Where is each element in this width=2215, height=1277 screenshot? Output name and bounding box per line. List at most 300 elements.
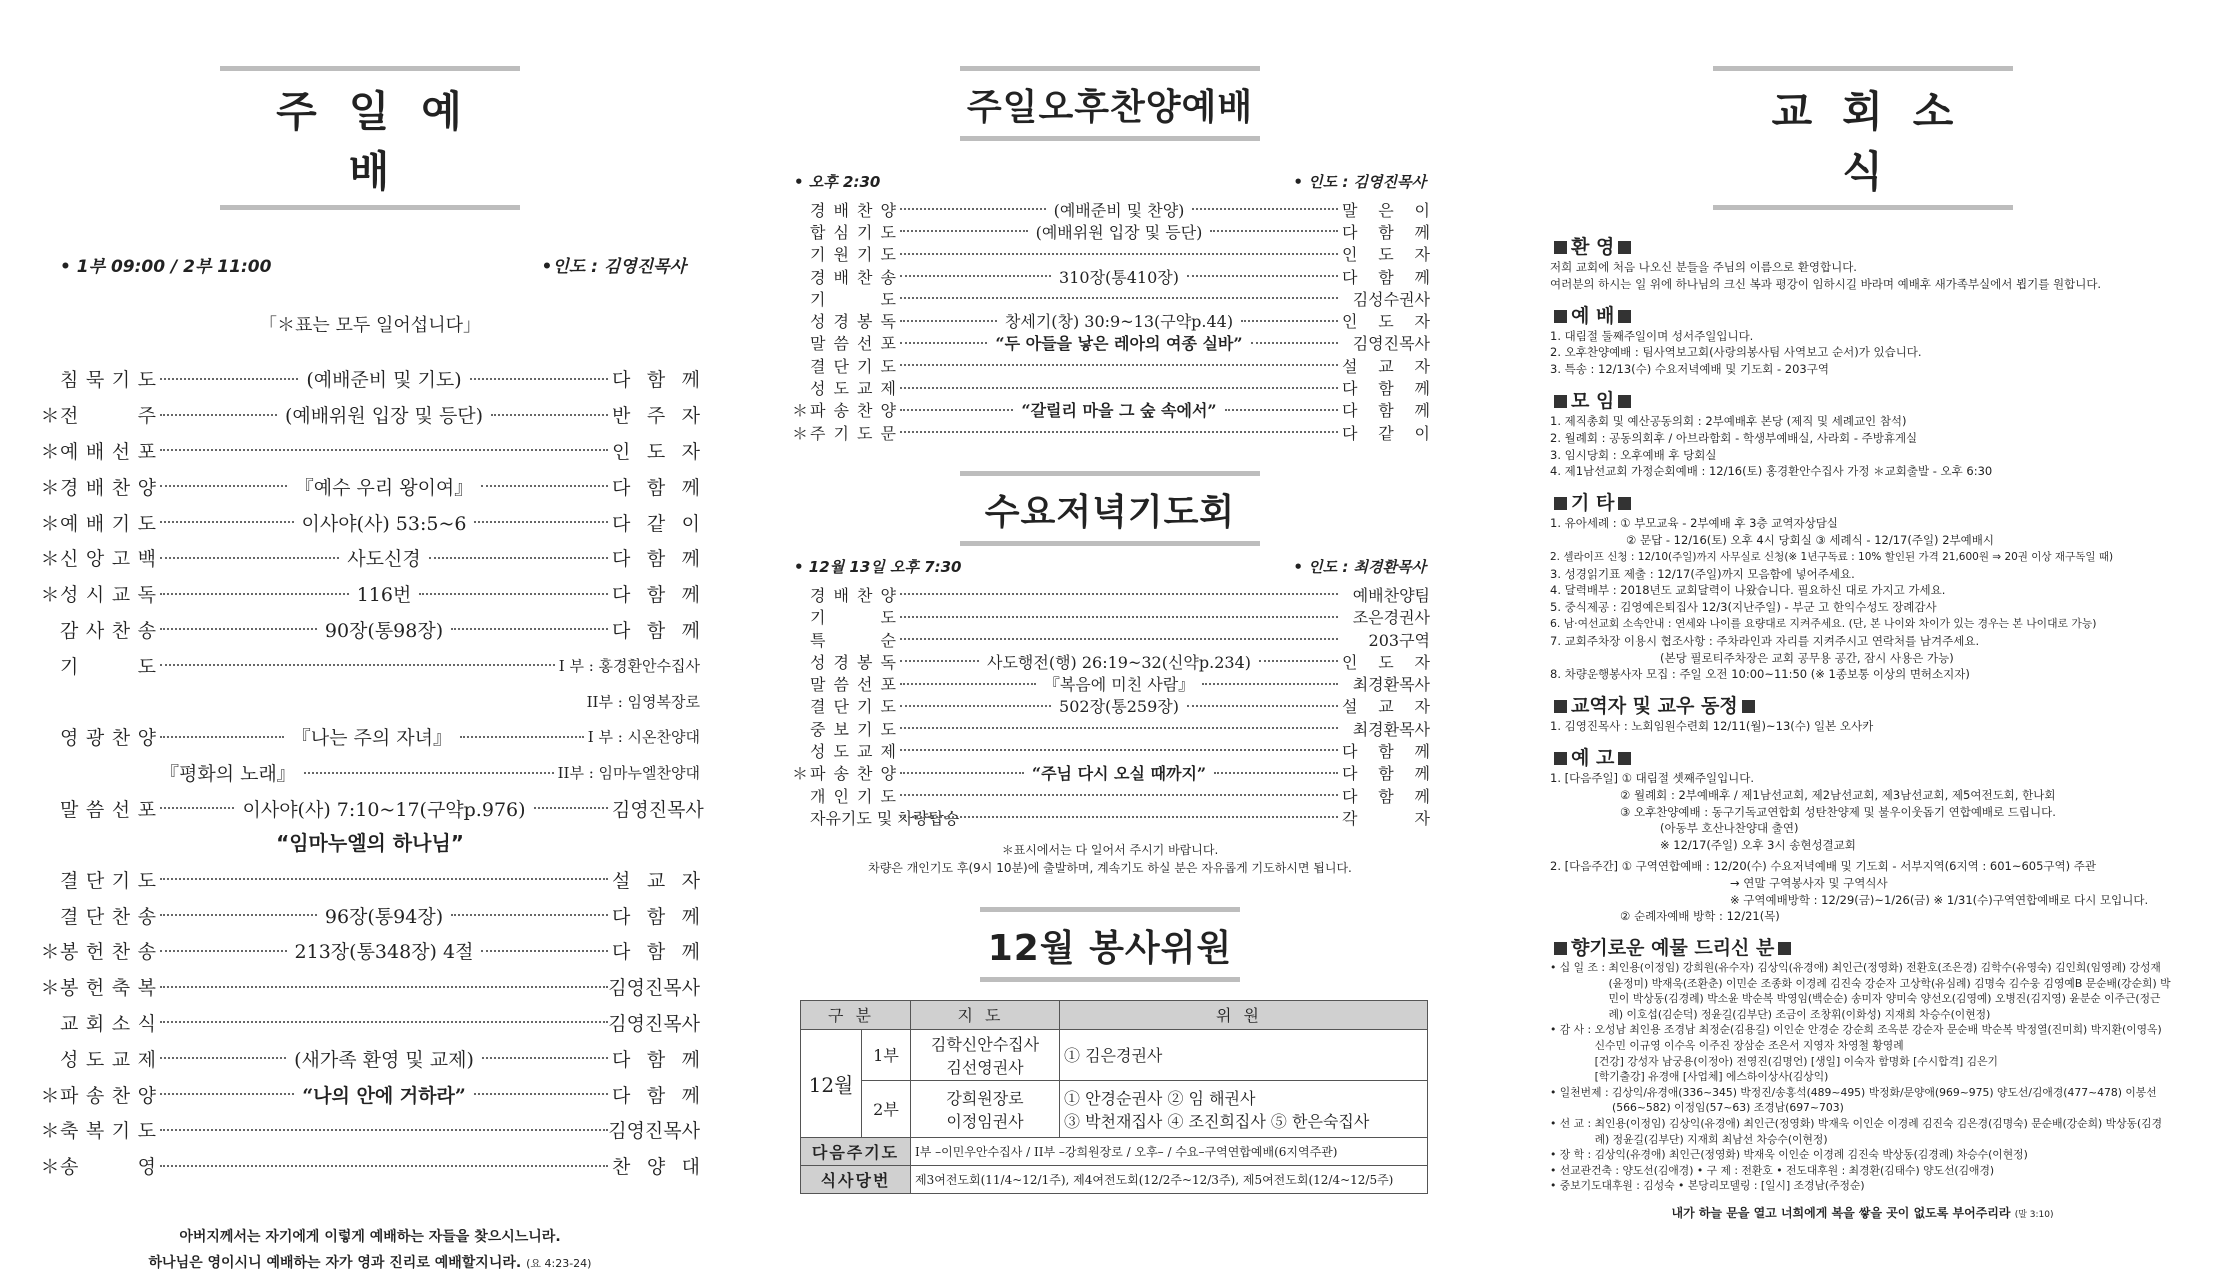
standing-mark: ＊ xyxy=(40,1084,60,1107)
square-bullet-icon xyxy=(1618,752,1631,765)
order-row xyxy=(40,504,700,540)
section-welcome: 환 영 xyxy=(1550,232,2175,259)
order-name: 전 주 xyxy=(60,405,156,428)
order-name: 성 시 교 독 xyxy=(60,584,156,607)
order-name: 결 단 찬 송 xyxy=(60,905,156,928)
dotted-leader xyxy=(160,485,287,487)
order-row xyxy=(790,628,1430,650)
dotted-leader xyxy=(1259,660,1338,662)
order-name: 기 도 xyxy=(810,289,896,309)
order-content: “갈릴리 마을 그 숲 속에서” xyxy=(1021,401,1217,421)
wednesday-notes xyxy=(790,841,1430,877)
title-bar-bottom xyxy=(220,205,520,210)
offerings-body: • 십 일 조 : 최인용(이정임) 강희원(유수자) 김상익(유경애) 최인근(정영화) 전환호(조은경) 김학수(유영숙) 김인희(임영례) 강성재(윤정미) 박재욱(조환춘) 이민순 조종화 이경례 김진숙 강순자 고상학(유심례) 김명숙 김수웅 김영예B 문순배(강순희) 박민이 박상동(김경례) 박소윤 박순복 박영임(백순순) 송미자 양미숙 양선오(김영예) 오병진(김지영) 윤분순 이주근(정근례) 이호섭(김순덕) 정윤길(김부단) 조금이 조창휘(이화성) 지재희 차승수(이현정) • 감 사 : 오성남 최인용 조경남 최정순(김용길) 이인순 안경순 강순희 조옥분 강순자 문순배 박순복 박정열(진미희) 박지환(이영옥) 신수민 이규영 이수옥 이주진 장삼순 조은서 지영자 차영철 황영례 [건강] 강성자 남궁용(이정아) 전영진(김명언) [생일] 이숙자 함명화 [수시합격] 김은기 [학기출강] 유경애 [사업체] 에스하이상사(김상익) • 일천번제 : 김상익/유경애(336~345) 박정진/송홍석(489~495) 박정화/문양애(969~975) 양도선/김애경(477~478) 이봉선(566~582) 이정임(57~63) 조경남(697~703) • 선 교 : 최인용(이정임) 김상익(유경애) 최인근(정영화) 박재욱 이인순 이경례 김진숙 김은경(김명숙) 문순배(강순희) 박상동(김경례) 정윤길(김부단) 지재희 최남선 차승수(이현정) • 장 학 : 김상익(유경애) 최인근(정영화) 박재욱 이인순 이경례 김진숙 박상동(김경례) 차승수(이현정) • 선교관건축 : 양도선(김애경) • 구 제 : 전환호 • 전도대후원 : 최경환(김태수) 양도선(김애경) • 중보기도대후원 : 김성숙 • 본당리모델링 : [일시] 조경남(주정순) xyxy=(1550,961,2171,1193)
order-content: 사도신경 xyxy=(347,548,421,571)
next-prayer-label: 다음주기도 xyxy=(801,1137,911,1165)
glory-choir-1: I 부 : 시온찬양대 xyxy=(587,728,700,747)
square-bullet-icon xyxy=(1554,241,1567,254)
church-news-title-box xyxy=(1713,66,2013,210)
table-header-row xyxy=(801,1000,1428,1029)
dotted-leader xyxy=(160,950,287,952)
order-name: 결 단 기 도 xyxy=(810,356,896,376)
dotted-leader xyxy=(900,749,1338,751)
order-row xyxy=(790,198,1430,220)
order-person: 인 도 자 xyxy=(612,440,700,463)
wednesday-order xyxy=(790,583,1430,828)
order-row xyxy=(40,433,700,469)
order-person: 203구역 xyxy=(1368,630,1430,650)
order-name: 축 복 기 도 xyxy=(60,1120,156,1143)
order-content: (새가족 환영 및 교제) xyxy=(294,1048,474,1071)
order-content: 116번 xyxy=(356,584,412,607)
order-row xyxy=(790,717,1430,739)
order-person: 다 함 께 xyxy=(1342,401,1430,421)
order-of-worship-2 xyxy=(40,861,700,1183)
table-row xyxy=(801,1165,1428,1193)
dotted-leader xyxy=(900,727,1338,729)
afternoon-time: • 오후 2:30 xyxy=(794,173,881,191)
order-name: 개 인 기 도 xyxy=(810,786,896,806)
order-content: 502장(통259장) xyxy=(1059,697,1179,717)
dotted-leader xyxy=(160,1057,286,1059)
order-name: 경 배 찬 양 xyxy=(810,200,896,220)
order-person: 반 주 자 xyxy=(612,405,700,428)
order-name: 경 배 찬 양 xyxy=(60,476,156,499)
order-person: 다 함 께 xyxy=(612,905,700,928)
order-row xyxy=(790,287,1430,309)
dotted-leader xyxy=(160,521,294,523)
order-person: 인 도 자 xyxy=(1342,652,1430,672)
order-person: 다 함 께 xyxy=(1342,742,1430,761)
order-person: 다 함 께 xyxy=(612,941,700,964)
dotted-leader xyxy=(900,320,997,322)
prayer-part2: II부 : 임영복장로 xyxy=(586,692,700,711)
order-name: 파 송 찬 양 xyxy=(810,764,896,784)
verse-line-1: 아버지께서는 자기에게 이렇게 예배하는 자들을 찾으시느니라. xyxy=(179,1228,561,1245)
order-name: 송 영 xyxy=(60,1156,156,1179)
order-content: “주님 다시 오실 때까지” xyxy=(1031,764,1207,784)
dotted-leader xyxy=(160,628,317,630)
order-person: 다 함 께 xyxy=(612,1084,700,1107)
standing-mark: ＊ xyxy=(40,1156,60,1179)
section-meeting: 모 임 xyxy=(1550,386,2175,413)
dotted-leader xyxy=(900,593,1338,595)
etc-body: 1. 유아세례 : ① 부모교육 - 2부예배 후 3층 교역자상담실 ② 문답 - 12/16(토) 오후 4시 당회실 ③ 세례식 - 12/17(주일) 2부예배시 2. 셀라이프 신청 : 12/10(주일)까지 사무실로 신청(※ 1년구독료 : 10% 할인된 가격 21,600원 ⇒ 20권 이상 재구독일 때) 3. 성경읽기표 제출 : 12/17(주일)까지 모음함에 넣어주세요. 4. 달력배부 : 2018년도 교회달력이 나왔습니다. 필요하신 대로 가지고 가세요. 5. 중식제공 : 김영예은퇴집사 12/3(지난주일) - 부군 고 한익수성도 장례감사 6. 남·여선교회 소속안내 : 연세와 나이를 요량대로 지켜주세요. (단, 본 나이와 차이가 있는 경우는 본 나이대로 가능) 7. 교회주차장 이용시 협조사항 : 주차라인과 자리를 지켜주시고 연락처를 남겨주세요. (본당 필로티주차장은 교회 공무용 공간, 잠시 사용은 가능) 8. 차량운행봉사자 모집 : 주일 오전 10:00~11:50 (※ 1종보통 이상의 면허소지자) xyxy=(1550,516,2114,682)
order-row xyxy=(790,376,1430,398)
volunteers-title-box xyxy=(980,907,1240,982)
order-name: 성 경 봉 독 xyxy=(810,652,896,672)
section-preview: 예 고 xyxy=(1550,743,2175,770)
bottom-verse xyxy=(40,1224,700,1277)
dotted-leader xyxy=(900,431,1338,433)
dotted-leader xyxy=(160,1021,608,1023)
order-row xyxy=(790,650,1430,672)
order-name: 예 배 기 도 xyxy=(60,512,156,535)
dotted-leader xyxy=(900,660,979,662)
square-bullet-icon xyxy=(1554,395,1567,408)
order-row xyxy=(790,399,1430,421)
order-row xyxy=(790,265,1430,287)
order-row xyxy=(40,969,700,1005)
meal-duty-text: 제3여전도회(11/4~12/1주), 제4여전도회(12/2주~12/3주), 제5여전도회(12/4~12/5주) xyxy=(911,1165,1428,1193)
dotted-leader xyxy=(451,914,608,916)
order-content: (예배준비 및 기도) xyxy=(306,369,462,392)
order-row xyxy=(790,583,1430,605)
table-row xyxy=(801,1080,1428,1137)
dotted-leader xyxy=(160,414,277,416)
header-guide: 지도 xyxy=(911,1000,1060,1029)
sunday-worship-column xyxy=(40,0,704,1271)
order-person: 김성수권사 xyxy=(1352,289,1430,309)
note-standing: ＊표시에서는 다 일어서 주시기 바랍니다. xyxy=(1001,842,1219,857)
table-row xyxy=(801,1029,1428,1080)
church-news-column xyxy=(1550,0,2175,1240)
standing-mark: ＊ xyxy=(791,764,808,784)
member-cell: ① 김은경권사 xyxy=(1060,1029,1428,1080)
wednesday-time: • 12월 13일 오후 7:30 xyxy=(794,558,962,577)
order-row xyxy=(790,672,1430,694)
order-content: 창세기(창) 30:9~13(구약p.44) xyxy=(1004,312,1234,332)
dotted-leader xyxy=(160,878,608,880)
order-row xyxy=(790,739,1430,761)
order-row xyxy=(790,784,1430,806)
dotted-leader xyxy=(1210,230,1338,232)
dotted-leader xyxy=(474,521,608,523)
standing-mark: ＊ xyxy=(40,584,60,607)
order-row xyxy=(40,861,700,897)
dotted-leader xyxy=(160,664,555,666)
verse-line-2: 하나님은 영이시니 예배하는 자가 영과 진리로 예배할지니라. xyxy=(148,1254,522,1271)
order-name: 주 기 도 문 xyxy=(810,423,896,443)
order-person: 다 함 께 xyxy=(612,619,700,642)
order-person: 설 교 자 xyxy=(1342,697,1430,717)
standing-mark: ＊ xyxy=(40,941,60,964)
next-prayer-text: I부 –이민우안수집사 / II부 –강희원장로 / 오후– / 수요–구역연합예배(6지역주관) xyxy=(911,1137,1428,1165)
dotted-leader xyxy=(481,950,608,952)
order-row xyxy=(790,354,1430,376)
verse-reference: (요 4:23-24) xyxy=(526,1256,592,1270)
order-content: 사도행전(행) 26:19~32(신약p.234) xyxy=(987,652,1251,672)
order-content: 『예수 우리 왕이여』 xyxy=(294,476,474,499)
order-row xyxy=(790,220,1430,242)
order-name: 성 경 봉 독 xyxy=(810,312,896,332)
order-name: 봉 헌 찬 송 xyxy=(60,941,156,964)
order-name: 특 순 xyxy=(810,630,896,650)
order-row xyxy=(40,1148,700,1184)
order-row-glory xyxy=(40,719,700,755)
order-person: 최경환목사 xyxy=(1352,719,1430,739)
dotted-leader xyxy=(1241,320,1338,322)
order-person: 최경환목사 xyxy=(1352,675,1430,695)
dotted-leader xyxy=(1187,705,1338,707)
order-row xyxy=(40,1040,700,1076)
afternoon-title-box xyxy=(960,66,1260,141)
order-person: 다 같 이 xyxy=(612,512,700,535)
square-bullet-icon xyxy=(1618,497,1631,510)
order-name: 경 배 찬 송 xyxy=(810,267,896,287)
dotted-leader xyxy=(900,616,1338,618)
standing-mark: ＊ xyxy=(40,405,60,428)
dotted-leader xyxy=(900,275,1051,277)
guide-cell: 강희원장로 이정임권사 xyxy=(911,1080,1060,1137)
afternoon-title: 주일오후찬양예배 xyxy=(966,87,1254,128)
order-row xyxy=(40,1005,700,1041)
order-person: 김영진목사 xyxy=(608,1120,700,1143)
order-person: 김영진목사 xyxy=(608,1012,700,1035)
volunteers-table xyxy=(800,1000,1428,1194)
order-row xyxy=(40,361,700,397)
service-time: • 1부 09:00 / 2부 11:00 xyxy=(60,257,272,277)
square-bullet-icon xyxy=(1554,700,1567,713)
order-row-sermon xyxy=(40,791,704,827)
order-row xyxy=(40,1076,700,1112)
square-bullet-icon xyxy=(1618,395,1631,408)
guide-cell: 김학신안수집사 김선영권사 xyxy=(911,1029,1060,1080)
standing-mark: ＊ xyxy=(40,977,60,1000)
dotted-leader xyxy=(160,986,608,988)
preview-body: 1. [다음주일] ① 대림절 셋째주일입니다. ② 월례회 : 2부예배후 / 제1남선교회, 제2남선교회, 제3남선교회, 제5여전도회, 한나회 ③ 오후찬양예배 : 동구기독교연합회 성탄찬양제 및 불우이웃돕기 연합예배로 드립니다. (아동부 호산나찬양대 출연) ※ 12/17(주일) 오후 3시 송현성결교회 2. [다음주간] ① 구역연합예배 : 12/20(수) 수요저녁예배 및 기도회 - 서부지역(6지역 : 601~605구역) 주관 → 연말 구역봉사자 및 구역식사 ※ 구역예배방학 : 12/29(금)~1/26(금) ※ 1/31(수)구역연합예배로 다시 모입니다. ② 순례자예배 방학 : 12/21(목) xyxy=(1550,770,2149,924)
table-row xyxy=(801,1137,1428,1165)
standing-mark: ＊ xyxy=(40,476,60,499)
dotted-leader xyxy=(900,816,1338,818)
order-row xyxy=(790,309,1430,331)
order-of-worship xyxy=(40,361,700,647)
afternoon-order xyxy=(790,198,1430,443)
order-person: 다 함 께 xyxy=(612,369,700,392)
order-row xyxy=(40,397,700,433)
order-name: 예 배 선 포 xyxy=(60,440,156,463)
prayer-part1: I 부 : 홍경환안수집사 xyxy=(558,656,700,675)
order-name: 성 도 교 제 xyxy=(810,379,896,399)
service-header xyxy=(60,252,686,277)
dotted-leader xyxy=(419,593,608,595)
order-name: 중 보 기 도 xyxy=(810,719,896,739)
meeting-body: 1. 제직총회 및 예산공동의회 : 2부예배후 본당 (제직 및 세례교인 참석) 2. 월례회 : 공동의회후 / 아브라함회 - 학생부예배실, 사라회 - 주방휴게실 3. 임시당회 : 오후예배 후 당회실 4. 제1남선교회 가정순회예배 : 12/16(토) 홍경환안수집사 가정 ＊교회출발 - 오후 6:30 xyxy=(1550,413,1993,479)
dotted-leader xyxy=(160,593,349,595)
service-leader: •인도 : 김영진목사 xyxy=(541,257,686,277)
order-content: (예배위원 입장 및 등단) xyxy=(284,405,484,428)
order-content: (예배준비 및 찬양) xyxy=(1053,200,1185,220)
order-person: 설 교 자 xyxy=(612,869,700,892)
standing-mark: ＊ xyxy=(791,423,808,443)
order-row xyxy=(790,806,1430,828)
page-title: 주일예배 xyxy=(276,87,494,196)
member-cell: ① 안경순권사 ② 임 해권사 ③ 박천재집사 ④ 조진희집사 ⑤ 한은숙집사 xyxy=(1060,1080,1428,1137)
dotted-leader xyxy=(470,378,608,380)
order-row xyxy=(790,606,1430,628)
order-name: 영 광 찬 양 xyxy=(60,727,156,750)
welcome-body: 저희 교회에 처음 나오신 분들을 주님의 이름으로 환영합니다. 여러분의 하시는 일 위에 하나님의 크신 복과 평강이 임하시길 바라며 예배후 새가족부실에서 뵙기를 원합니다. xyxy=(1550,260,2102,291)
order-person: 다 함 께 xyxy=(1342,764,1430,784)
order-name: 합 심 기 도 xyxy=(810,222,896,242)
sermon-preacher: 김영진목사 xyxy=(612,798,704,821)
dotted-leader xyxy=(1202,683,1338,685)
dotted-leader xyxy=(1187,275,1338,277)
order-person: 찬 양 대 xyxy=(612,1156,700,1179)
order-row xyxy=(40,540,700,576)
order-row xyxy=(40,933,700,969)
square-bullet-icon xyxy=(1554,497,1567,510)
dotted-leader xyxy=(429,557,608,559)
order-person: 인 도 자 xyxy=(1342,312,1430,332)
order-content: 310장(통410장) xyxy=(1059,267,1179,287)
closing-verse: 내가 하늘 문을 열고 너희에게 복을 쌓을 곳이 없도록 부어주리라 (말 3:10) xyxy=(1671,1206,2054,1221)
dotted-leader xyxy=(900,208,1046,210)
order-name: 침 묵 기 도 xyxy=(60,369,156,392)
order-name: 말 씀 선 포 xyxy=(60,798,156,821)
square-bullet-icon xyxy=(1742,700,1755,713)
dotted-leader xyxy=(160,1129,608,1131)
dotted-leader xyxy=(160,1165,608,1167)
wednesday-title: 수요저녁기도회 xyxy=(984,492,1236,534)
section-offerings: 향기로운 예물 드리신 분 xyxy=(1550,933,2175,960)
order-name: 말 씀 선 포 xyxy=(810,334,896,354)
dotted-leader xyxy=(900,705,1051,707)
section-etc: 기 타 xyxy=(1550,488,2175,515)
order-name: 기 원 기 도 xyxy=(810,245,896,265)
order-name: 결 단 기 도 xyxy=(60,869,156,892)
dotted-leader xyxy=(1225,409,1338,411)
dotted-leader xyxy=(160,378,298,380)
order-row xyxy=(790,421,1430,443)
standing-mark: ＊ xyxy=(40,1120,60,1143)
worship-body: 1. 대림절 둘째주일이며 성서주일입니다. 2. 오후찬양예배 : 팀사역보고회(사랑의봉사팀 사역보고 순서)가 있습니다. 3. 특송 : 12/13(수) 수요저녁예배 및 기도회 - 203구역 xyxy=(1550,328,1922,377)
dotted-leader xyxy=(482,1057,608,1059)
standing-mark: ＊ xyxy=(791,401,808,421)
order-person: 다 함 께 xyxy=(612,476,700,499)
note-vehicle: 차량은 개인기도 후(9시 10분)에 출발하며, 계속기도 하실 분은 자유롭게 기도하시면 됩니다. xyxy=(868,860,1352,875)
order-content: “두 아들을 낳은 레아의 여종 실바” xyxy=(995,334,1243,354)
dotted-leader xyxy=(900,297,1338,299)
order-person: 다 함 께 xyxy=(612,584,700,607)
month-cell: 12월 xyxy=(801,1029,862,1137)
dotted-leader xyxy=(1192,208,1338,210)
order-name: 기 도 xyxy=(60,655,156,678)
order-person: 김영진목사 xyxy=(608,977,700,1000)
dotted-leader xyxy=(491,414,608,416)
order-name: 감 사 찬 송 xyxy=(60,619,156,642)
dotted-leader xyxy=(900,387,1338,389)
order-content: 90장(통98장) xyxy=(324,619,444,642)
order-person: 예배찬양팀 xyxy=(1352,585,1430,605)
square-bullet-icon xyxy=(1618,310,1631,323)
order-name: 결 단 기 도 xyxy=(810,697,896,717)
order-name: 교 회 소 식 xyxy=(60,1012,156,1035)
glory-choir-2: II부 : 임마누엘찬양대 xyxy=(557,764,700,783)
order-person: 조은경권사 xyxy=(1352,608,1430,628)
order-content: 이사야(사) 53:5~6 xyxy=(301,512,467,535)
standing-mark: ＊ xyxy=(40,548,60,571)
order-row xyxy=(790,332,1430,354)
dotted-leader xyxy=(160,557,339,559)
square-bullet-icon xyxy=(1554,942,1567,955)
order-name: 파 송 찬 양 xyxy=(60,1084,156,1107)
volunteers-title: 12월 봉사위원 xyxy=(987,927,1233,969)
order-person: 각 자 xyxy=(1342,808,1430,828)
order-content: 『복음에 미친 사람』 xyxy=(1043,675,1195,695)
order-name: 성 도 교 제 xyxy=(810,742,896,761)
dotted-leader xyxy=(451,628,608,630)
order-person: 다 함 께 xyxy=(1342,267,1430,287)
dotted-leader xyxy=(900,230,1028,232)
dotted-leader xyxy=(900,253,1338,255)
order-row xyxy=(40,897,700,933)
dotted-leader xyxy=(1251,342,1338,344)
standing-mark: ＊ xyxy=(40,440,60,463)
order-person: 다 함 께 xyxy=(1342,222,1430,242)
dotted-leader xyxy=(1214,772,1338,774)
header-members: 위원 xyxy=(1060,1000,1428,1029)
order-name: 봉 헌 축 복 xyxy=(60,977,156,1000)
order-name: 경 배 찬 양 xyxy=(810,585,896,605)
section-staff-news: 교역자 및 교우 동정 xyxy=(1550,691,2175,718)
order-name: 파 송 찬 양 xyxy=(810,401,896,421)
square-bullet-icon xyxy=(1778,942,1791,955)
dotted-leader xyxy=(900,409,1013,411)
order-row xyxy=(790,695,1430,717)
sermon-scripture: 이사야(사) 7:10~17(구약p.976) xyxy=(242,798,526,821)
standing-mark: ＊ xyxy=(40,512,60,535)
part-cell: 1부 xyxy=(862,1029,911,1080)
church-news-title: 교회소식 xyxy=(1771,87,1984,196)
order-name: 성 도 교 제 xyxy=(60,1048,156,1071)
order-row xyxy=(40,612,700,648)
dotted-leader xyxy=(474,1093,608,1095)
dotted-leader xyxy=(900,772,1024,774)
dotted-leader xyxy=(900,683,1036,685)
order-content: “나의 안에 거하라” xyxy=(302,1084,466,1107)
standing-notice: 「＊표는 모두 일어섭니다」 xyxy=(259,315,481,336)
dotted-leader xyxy=(481,485,608,487)
afternoon-column xyxy=(790,0,1430,1240)
order-name: 신 앙 고 백 xyxy=(60,548,156,571)
afternoon-leader: • 인도 : 김영진목사 xyxy=(1293,173,1426,191)
wednesday-leader: • 인도 : 최경환목사 xyxy=(1293,558,1426,577)
dotted-leader xyxy=(900,794,1338,796)
order-row xyxy=(40,576,700,612)
sunday-worship-title-box xyxy=(220,66,520,210)
wednesday-header xyxy=(794,556,1426,577)
square-bullet-icon xyxy=(1618,241,1631,254)
order-content: (예배위원 입장 및 등단) xyxy=(1035,222,1203,242)
order-name: 말 씀 선 포 xyxy=(810,675,896,695)
order-person: 다 함 께 xyxy=(612,548,700,571)
order-row xyxy=(40,1112,700,1148)
order-person: 말 은 이 xyxy=(1342,200,1430,220)
glory-song-2: 『평화의 노래』 xyxy=(160,763,296,786)
order-row xyxy=(40,468,700,504)
dotted-leader xyxy=(900,342,987,344)
order-person: 인 도 자 xyxy=(1342,245,1430,265)
order-person: 다 함 께 xyxy=(1342,379,1430,399)
order-row-prayer xyxy=(40,647,700,683)
dotted-leader xyxy=(160,449,608,451)
order-person: 김영진목사 xyxy=(1352,334,1430,354)
meal-duty-label: 식사당번 xyxy=(801,1165,911,1193)
order-person: 다 함 께 xyxy=(612,1048,700,1071)
glory-song-1: 『나는 주의 자녀』 xyxy=(291,727,452,750)
dotted-leader xyxy=(900,364,1338,366)
square-bullet-icon xyxy=(1554,310,1567,323)
order-person: 설 교 자 xyxy=(1342,356,1430,376)
staff-body: 1. 김영진목사 : 노회임원수련회 12/11(월)~13(수) 일본 오사카 xyxy=(1550,719,1874,734)
order-content: 213장(통348장) 4절 xyxy=(294,941,474,964)
afternoon-header xyxy=(794,171,1426,192)
section-worship: 예 배 xyxy=(1550,301,2175,328)
sermon-title: “임마누엘의 하나님” xyxy=(276,831,464,856)
order-row-glory-2 xyxy=(40,755,700,791)
header-division: 구분 xyxy=(801,1000,911,1029)
